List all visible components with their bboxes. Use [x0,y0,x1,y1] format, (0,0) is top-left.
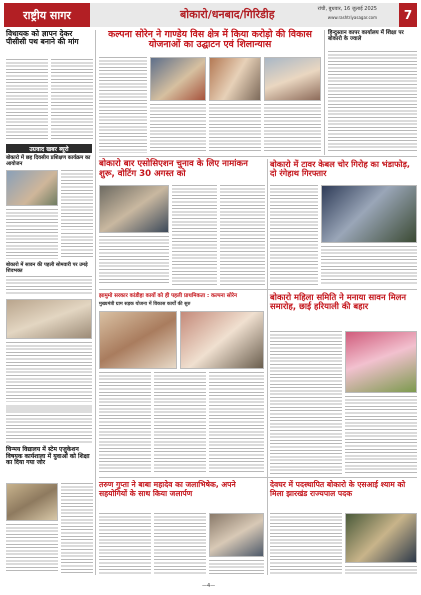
row-rule-2 [99,289,417,290]
left-headline-1: विधायक को ज्ञापन देकर पीसीसी पथ बनाने की मांग [6,29,79,47]
center-text-2 [154,372,206,474]
banner-story-text-2 [150,104,206,153]
website-url: www.rashtriyasagar.com [327,15,377,20]
mid-photo-left [99,185,169,233]
masthead-band [90,3,399,27]
left-subhead: बोकारो में सावन की पहली सोमवारी पर उमड़े शिवभक्त [6,262,88,274]
mid-left-text-2 [220,185,265,285]
left-story-3-text-c [6,415,92,443]
left-photo-2 [6,299,92,339]
section-header: उग्रवाद खबर ब्यूरो [6,144,92,153]
center-right-photo [345,331,417,393]
bottom-right-text-1 [270,513,342,575]
banner-photo-2 [209,57,261,101]
right-headline-1: हिन्दुस्तान कापर कार्यालय में शिक्षा पर बोकारो के ज्वाले [328,30,404,43]
left-photo-3 [6,483,58,521]
brand-logo: राष्ट्रीय सागर [4,3,90,27]
left-story-1-text [6,59,48,139]
mid-headline-left: बोकारो बार एसोसिएशन चुनाव के लिए नामांकन शुरू, वोटिंग 30 अगस्त को [99,159,248,179]
column-rule-2 [324,30,325,155]
row-rule-3 [99,477,417,478]
left-story-3-text [6,276,92,296]
center-subhead: मुख्यमंत्री ग्राम सड़क योजना में विकास कार्यों की सुरु [99,302,191,307]
mid-right-text-1 [270,185,318,285]
left-story-1-text-b [51,59,93,139]
left-headline-4: चिन्मय विद्यालय में स्टेम एजुकेशन विषयक कार्यशाला में युवाओं को शिक्षा का दिया गया जोर [6,446,90,467]
mid-right-text-2 [321,246,417,285]
newspaper-page [4,3,417,592]
center-right-text-2 [345,396,417,474]
page-number: 7 [399,3,417,27]
row-rule-1 [99,156,417,157]
center-text-3 [209,372,264,474]
center-photo-2 [180,311,264,369]
bottom-mid-text-3 [209,560,264,575]
left-story-3-text-b [6,342,92,402]
top-banner-headline: कल्पना सोरेन ने गाण्डेय विस क्षेत्र में किया करोड़ो की विकास योजनाओं का उद्घाटन एवं शिलान्यास [108,29,312,51]
left-photo-1 [6,170,58,206]
bottom-right-headline: देवघर में पदस्थापित बोकारो के एसआई श्याम को मिला झारखंड राज्यपाल पदक [270,480,406,498]
center-headline-small: झामुमो सरकार कांडीहा कायों को ही पहली प्राथमिकता : कल्पना सोरेन [99,293,238,299]
bottom-mid-text-2 [154,513,206,575]
left-story-2-text [61,170,93,230]
center-text-1 [99,372,151,474]
banner-photo-1 [150,57,206,101]
left-subhead-2 [6,405,92,413]
edition-date: रांची, बुधवार, 16 जुलाई 2025 [317,6,377,12]
bottom-mid-headline: तरुण गुप्ता ने बाबा महादेव का जलाभिषेक, अपने सहयोगियों के साथ किया जलार्पण [99,480,236,498]
center-right-text-1 [270,331,342,474]
center-headline-right: बोकारो महिला समिति ने मनाया सावन मिलन समारोह, छाई हरियाली की बहार [270,292,407,312]
bottom-mid-photo [209,513,264,557]
mid-left-text-3 [99,236,169,285]
edition-cities: बोकारो/धनबाद/गिरिडीह [180,8,275,21]
banner-photo-3 [264,57,321,101]
masthead [4,3,417,27]
bottom-mid-text-1 [99,513,151,575]
right-story-text [328,51,417,151]
column-rule-1 [95,30,96,575]
banner-story-text-4 [264,104,321,153]
banner-story-text-1 [99,57,147,153]
left-story-4-text [61,483,93,573]
page-footer: —4— [202,583,216,589]
left-story-4-text-b [6,524,58,573]
left-story-2-text-c [61,233,93,259]
mid-headline-right: बोकारो में टावर केबल चोर गिरोह का भंडाफोड़, दो रंगेहाथ गिरफ्तार [270,159,410,179]
mid-photo-right [321,185,417,243]
bottom-right-text-2 [345,566,417,575]
banner-story-text-3 [209,104,261,153]
left-story-2-text-b [6,209,58,259]
bottom-right-photo [345,513,417,563]
left-headline-2: बोकारो में छह दिवसीय प्रशिक्षण कार्यक्रम का आयोजन [6,155,91,167]
center-photo-1 [99,311,177,369]
mid-left-text-1 [172,185,217,285]
column-rule-3 [267,159,268,575]
